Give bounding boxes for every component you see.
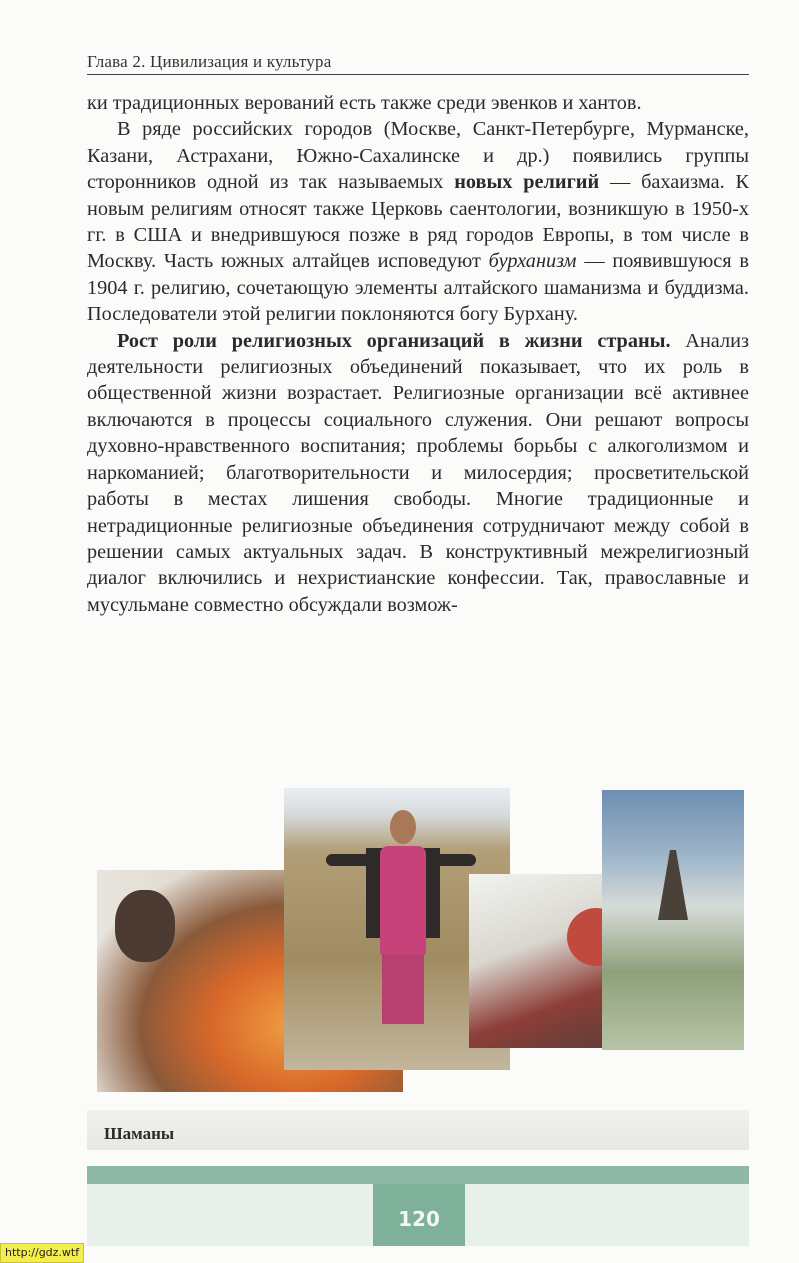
section-heading-inline: Рост роли религиозных организаций в жизни страны.	[117, 329, 671, 352]
running-header	[87, 52, 749, 75]
text-run: В ряде российских городов (Москве, Санкт-Петербурге, Мурманске, Казани, Астрахани, Южно-Сахалинске и др.) появились группы сторонников одной из так называемых	[87, 118, 749, 194]
paragraph-new-religions	[87, 116, 749, 327]
chapter-title: Глава 2. Цивилизация и культура	[87, 52, 332, 71]
main-text	[87, 90, 749, 618]
caption-band	[87, 1110, 749, 1150]
paragraph-religious-organizations	[87, 328, 749, 618]
text-run: Анализ деятельности религиозных объединений показывает, что их роль в общественной жизни возрастает. Религиозные организации всё активнее включаются в процессы социального служения. Они решают вопросы духовно-нравственного воспитания; проблемы борьбы с алкоголизмом и наркоманией; благотворительности и милосердия; просветительской работы в местах лишения свободы. Многие традиционные и нетрадиционные религиозные объединения сотрудничают между собой в решении самых актуальных задач. В конструктивный межрелигиозный диалог включились и нехристианские конфессии. Так, православные и мусульмане совместно обсуждали возмож-	[87, 329, 749, 616]
figure-head	[390, 810, 416, 844]
figure-legs	[382, 954, 424, 1024]
figure-caption: Шаманы	[104, 1124, 175, 1143]
paragraph-continuation: ки традиционных верований есть также среди эвенков и хантов.	[87, 92, 642, 114]
text-run: — бахаизма. К новым религиям относят также Церковь саентологии, возникшую в 1950-х гг. в США и внедрившуюся позже в ряд городов Европы, в том числе в Москву. Часть южных алтайцев исповедуют	[87, 171, 749, 273]
shamans-photo-collage	[87, 782, 749, 1100]
term-new-religions: новых религий	[454, 171, 600, 194]
page-number: 120	[398, 1207, 440, 1231]
term-burkhanism: бурханизм	[488, 250, 577, 273]
figure-cairn	[658, 850, 688, 920]
watermark-link[interactable]: http://gdz.wtf	[0, 1243, 84, 1263]
photo-stone-cairn	[602, 790, 744, 1050]
text-run: — появившуюся в 1904 г. религию, сочетающую элементы алтайского шаманизма и буддизма. Последователи этой религии поклоняются богу Бурхану.	[87, 250, 749, 326]
figure-robe	[380, 846, 426, 956]
figure-shaman-face	[115, 890, 175, 962]
footer-bar	[87, 1166, 749, 1184]
